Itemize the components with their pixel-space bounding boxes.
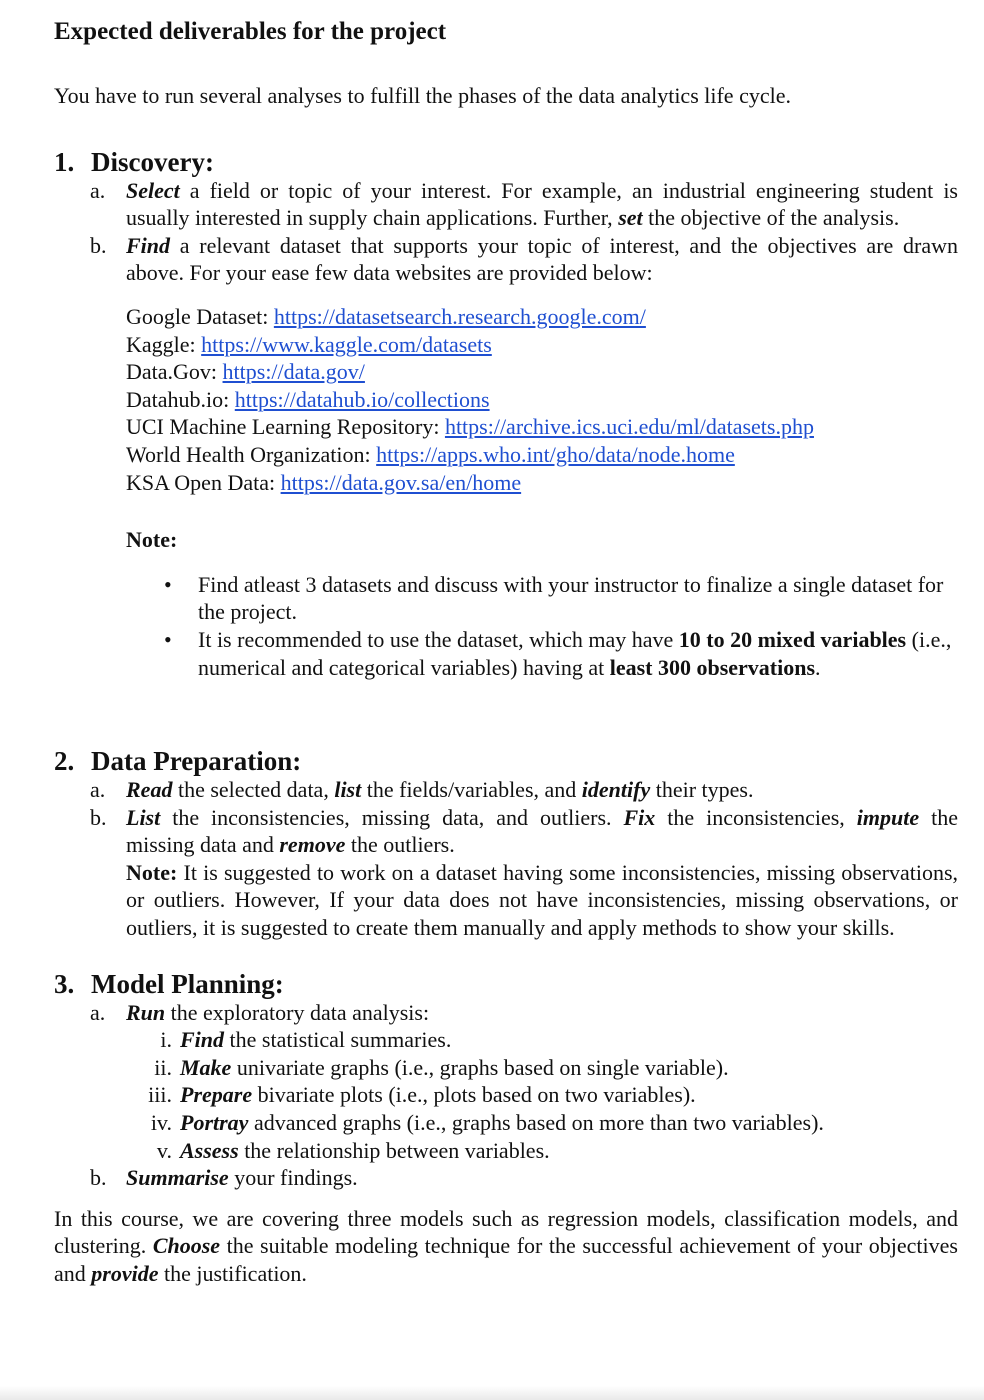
dataset-links (126, 303, 958, 496)
keyword: set (618, 205, 643, 231)
item-marker: a. (90, 777, 106, 803)
sub-item: i. Find the statistical summaries. (160, 1027, 452, 1053)
link-row: Kaggle: https://www.kaggle.com/datasets (126, 331, 492, 357)
note-heading: Note: (126, 527, 178, 553)
sub-item: v. Assess the relationship between variables. (156, 1137, 550, 1163)
section-model-planning (54, 969, 958, 1192)
item-marker: b. (90, 804, 107, 830)
intro-paragraph: You have to run several analyses to fulfill the phases of the data analytics life cycle. (54, 83, 791, 108)
section-data-preparation (54, 746, 958, 942)
bullet-icon: • (164, 626, 172, 652)
bullet-item: • Find atleast 3 datasets and discuss with your instructor to finalize a single dataset for the project. (126, 571, 958, 626)
kaggle-link[interactable]: https://www.kaggle.com/datasets (201, 331, 492, 357)
ksa-open-data-link[interactable]: https://data.gov.sa/en/home (280, 469, 522, 495)
section-number: 3. (54, 968, 75, 999)
list-item: a. Select a field or topic of your interest. For example, an industrial engineering student is usually interested in supply chain applications. Further, set the objective of the analysis. (54, 177, 958, 232)
document-page (54, 14, 958, 1288)
section-heading (54, 147, 958, 177)
page-title: Expected deliverables for the project (54, 18, 447, 45)
link-row: Data.Gov: https://data.gov/ (126, 359, 365, 385)
item-marker: a. (90, 999, 106, 1025)
sub-item: ii. Make univariate graphs (i.e., graphs based on single variable). (154, 1054, 729, 1080)
section-heading (54, 746, 958, 776)
item-marker: b. (90, 1165, 107, 1191)
link-row: KSA Open Data: https://data.gov.sa/en/home (126, 469, 522, 495)
bullet-icon: • (164, 571, 172, 597)
note-bullets (126, 571, 958, 681)
google-dataset-link[interactable]: https://datasetsearch.research.google.com/ (273, 303, 646, 329)
section-heading (54, 969, 958, 999)
keyword: Find (126, 232, 171, 258)
list-item: b. List the inconsistencies, missing data, and outliers. Fix the inconsistencies, impute the missing data and remove the outliers. Note: It is suggested to work on a dataset having some inconsistencies, missing observations, or outliers. However, If your data does not have inconsistencies, missing observations, or outliers, it is suggested to create them manually and apply methods to show your skills. (54, 804, 958, 942)
section-number: 2. (54, 746, 75, 777)
list-item: b. Find a relevant dataset that supports your topic of interest, and the objectives are drawn above. For your ease few data websites are provided below: (54, 232, 958, 287)
section-title: Data Preparation: (91, 746, 302, 777)
data-gov-link[interactable]: https://data.gov/ (222, 359, 365, 385)
closing-paragraph: In this course, we are covering three models such as regression models, classification models, and clustering. Choose the suitable modeling technique for the successful achievement of your objectives and provide the justification. (54, 1205, 958, 1286)
link-row: World Health Organization: https://apps.who.int/gho/data/node.home (126, 441, 735, 467)
list-item: a. Read the selected data, list the fields/variables, and identify their types. (54, 776, 958, 804)
who-link[interactable]: https://apps.who.int/gho/data/node.home (376, 441, 735, 467)
note-label: Note: (126, 859, 178, 885)
link-row: UCI Machine Learning Repository: https://archive.ics.uci.edu/ml/datasets.php (126, 414, 814, 440)
bullet-item: • It is recommended to use the dataset, which may have 10 to 20 mixed variables (i.e., numerical and categorical variables) having at least 300 observations. (126, 626, 958, 681)
uci-repository-link[interactable]: https://archive.ics.uci.edu/ml/datasets.php (444, 414, 814, 440)
section-title: Discovery: (91, 146, 214, 177)
datahub-link[interactable]: https://datahub.io/collections (234, 386, 490, 412)
section-number: 1. (54, 146, 75, 177)
link-row: Datahub.io: https://datahub.io/collections (126, 386, 490, 412)
list-item: b. Summarise your findings. (54, 1164, 958, 1192)
item-marker: b. (90, 232, 107, 258)
sub-item: iii. Prepare bivariate plots (i.e., plots based on two variables). (148, 1082, 696, 1108)
page-bottom-shadow (0, 1386, 984, 1400)
keyword: Select (126, 177, 180, 203)
item-marker: a. (90, 177, 106, 203)
link-row: Google Dataset: https://datasetsearch.research.google.com/ (126, 303, 646, 329)
sub-item: iv. Portray advanced graphs (i.e., graphs based on more than two variables). (150, 1110, 824, 1136)
section-title: Model Planning: (91, 968, 284, 999)
section-discovery (54, 147, 958, 682)
list-item: a. Run the exploratory data analysis: (54, 999, 958, 1027)
